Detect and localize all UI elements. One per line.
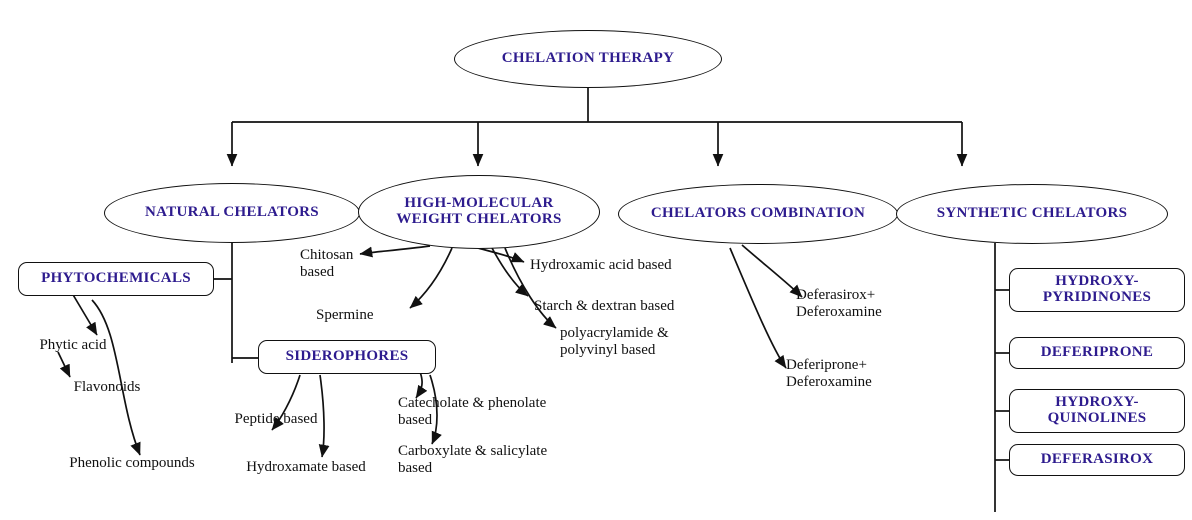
- node-label: DEFERIPRONE: [1040, 344, 1154, 361]
- leaf-label: Phenolic compounds: [69, 454, 195, 471]
- node-chelators-combination[interactable]: [618, 184, 898, 244]
- leaf-label: polyacrylamide & polyvinyl based: [560, 325, 669, 358]
- node-label: DEFERASIROX: [1040, 451, 1154, 468]
- leaf-label: Peptide based: [234, 410, 318, 427]
- leaf-carboxylate-salicylate-based: [398, 440, 558, 480]
- node-synthetic-chelators[interactable]: [896, 184, 1168, 244]
- leaf-label: Carboxylate & salicylate based: [398, 443, 548, 476]
- leaf-catecholate-phenolate-based: [398, 392, 558, 432]
- node-label: HYDROXY- QUINOLINES: [1047, 394, 1147, 426]
- leaf-chitosan-based: [300, 244, 376, 284]
- node-label: NATURAL CHELATORS: [145, 204, 319, 221]
- leaf-label: Starch & dextran based: [534, 297, 675, 314]
- leaf-phytic-acid: [18, 334, 128, 356]
- node-chelation-therapy[interactable]: [454, 30, 722, 88]
- node-deferasirox[interactable]: [1009, 444, 1185, 476]
- node-hydroxyquinolines[interactable]: [1009, 389, 1185, 433]
- leaf-deferasirox-deferoxamine: [796, 284, 936, 324]
- leaf-phenolic-compounds: [42, 452, 222, 474]
- node-label: HIGH-MOLECULAR WEIGHT CHELATORS: [396, 195, 562, 227]
- leaf-label: Flavonoids: [73, 378, 141, 395]
- node-natural-chelators[interactable]: [104, 183, 360, 243]
- leaf-flavonoids: [52, 376, 162, 398]
- node-label: CHELATION THERAPY: [501, 50, 675, 67]
- node-deferiprone[interactable]: [1009, 337, 1185, 369]
- leaf-deferiprone-deferoxamine: [786, 354, 926, 394]
- node-high-molecular-weight-chelators[interactable]: [358, 175, 600, 249]
- leaf-spermine: [316, 304, 406, 326]
- leaf-peptide-based: [212, 408, 340, 430]
- leaf-label: Deferiprone+ Deferoxamine: [786, 357, 872, 390]
- node-phytochemicals[interactable]: [18, 262, 214, 296]
- leaf-starch-dextran-based: [534, 286, 704, 326]
- leaf-polyacrylamide-polyvinyl-based: [560, 322, 726, 362]
- node-label: PHYTOCHEMICALS: [41, 270, 191, 287]
- leaf-label: Hydroxamate based: [246, 458, 366, 475]
- leaf-label: Catecholate & phenolate based: [398, 395, 547, 428]
- node-hydroxypyridinones[interactable]: [1009, 268, 1185, 312]
- leaf-label: Deferasirox+ Deferoxamine: [796, 287, 882, 320]
- node-siderophores[interactable]: [258, 340, 436, 374]
- leaf-label: Hydroxamic acid based: [530, 256, 672, 273]
- node-label: SIDEROPHORES: [285, 348, 409, 365]
- leaf-hydroxamic-acid-based: [530, 245, 678, 285]
- leaf-hydroxamate-based: [222, 456, 390, 478]
- leaf-label: Phytic acid: [39, 336, 107, 353]
- leaf-label: Chitosan based: [300, 247, 354, 280]
- leaf-label: Spermine: [316, 306, 374, 323]
- node-label: CHELATORS COMBINATION: [650, 205, 866, 222]
- node-label: SYNTHETIC CHELATORS: [936, 205, 1128, 222]
- node-label: HYDROXY- PYRIDINONES: [1042, 273, 1152, 305]
